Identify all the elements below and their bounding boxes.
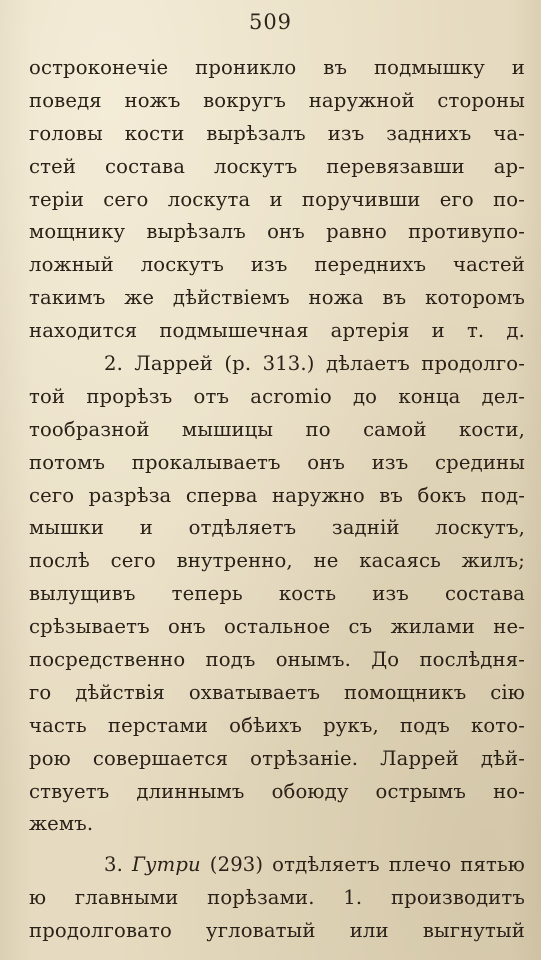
text-line: стей состава лоскутъ перевязавши ар- bbox=[29, 154, 525, 178]
text-line: поведя ножъ вокругъ наружной стороны bbox=[29, 88, 525, 112]
text-line: сего разрѣза сперва наружно въ бокъ под- bbox=[29, 483, 525, 507]
page-number: 509 bbox=[248, 10, 293, 34]
paragraph-start-line: 2. Ларрей (р. 313.) дѣлаетъ продолго- bbox=[104, 352, 525, 376]
text-line: го дѣйствія охватываетъ помощникъ сію bbox=[29, 680, 525, 704]
text-line: тообразной мышицы по самой кости, bbox=[29, 417, 525, 441]
text-line: срѣзываетъ онъ остальное съ жилами не- bbox=[29, 615, 525, 639]
text-line: той прорѣзъ отъ acromio до конца дел- bbox=[29, 384, 525, 408]
paragraph-start-line bbox=[29, 849, 525, 882]
text-line: находится подмышечная артерія и т. д. bbox=[29, 319, 525, 343]
text-line: рою совершается отрѣзаніе. Ларрей дѣй- bbox=[29, 746, 525, 770]
line-remainder: (293) отдѣляетъ плечо пятью bbox=[209, 853, 525, 877]
text-line: продолговато угловатый или выгнутый bbox=[29, 919, 525, 943]
text-line: такимъ же дѣйствіемъ ножа въ которомъ bbox=[29, 286, 525, 310]
paragraph-end-line: жемъ. bbox=[29, 812, 94, 836]
text-line: теріи сего лоскута и поручивши его по- bbox=[29, 187, 525, 211]
text-line: вылущивъ теперь кость изъ состава bbox=[29, 582, 525, 606]
text-line: ствуетъ длиннымъ обоюду острымъ но- bbox=[29, 779, 525, 803]
text-line: остроконечіе проникло въ подмышку и bbox=[29, 56, 525, 79]
text-line: головы кости вырѣзалъ изъ заднихъ ча- bbox=[29, 121, 525, 145]
text-line: мощнику вырѣзалъ онъ равно противупо- bbox=[29, 220, 525, 244]
body-text bbox=[29, 52, 525, 948]
text-line: послѣ сего внутренно, не касаясь жилъ; bbox=[29, 549, 525, 573]
author-name: Гутри bbox=[131, 853, 201, 877]
text-line: ложный лоскутъ изъ переднихъ частей bbox=[29, 253, 525, 277]
text-line: потомъ прокалываетъ онъ изъ средины bbox=[29, 450, 525, 474]
text-line: ю главными порѣзами. 1. производитъ bbox=[29, 886, 525, 910]
text-line: посредственно подъ онымъ. До послѣдня- bbox=[29, 648, 525, 672]
item-number: 3. bbox=[104, 853, 123, 877]
text-line: мышки и отдѣляетъ задній лоскутъ, bbox=[29, 516, 525, 540]
text-line: часть перстами обѣихъ рукъ, подъ кото- bbox=[29, 713, 525, 737]
